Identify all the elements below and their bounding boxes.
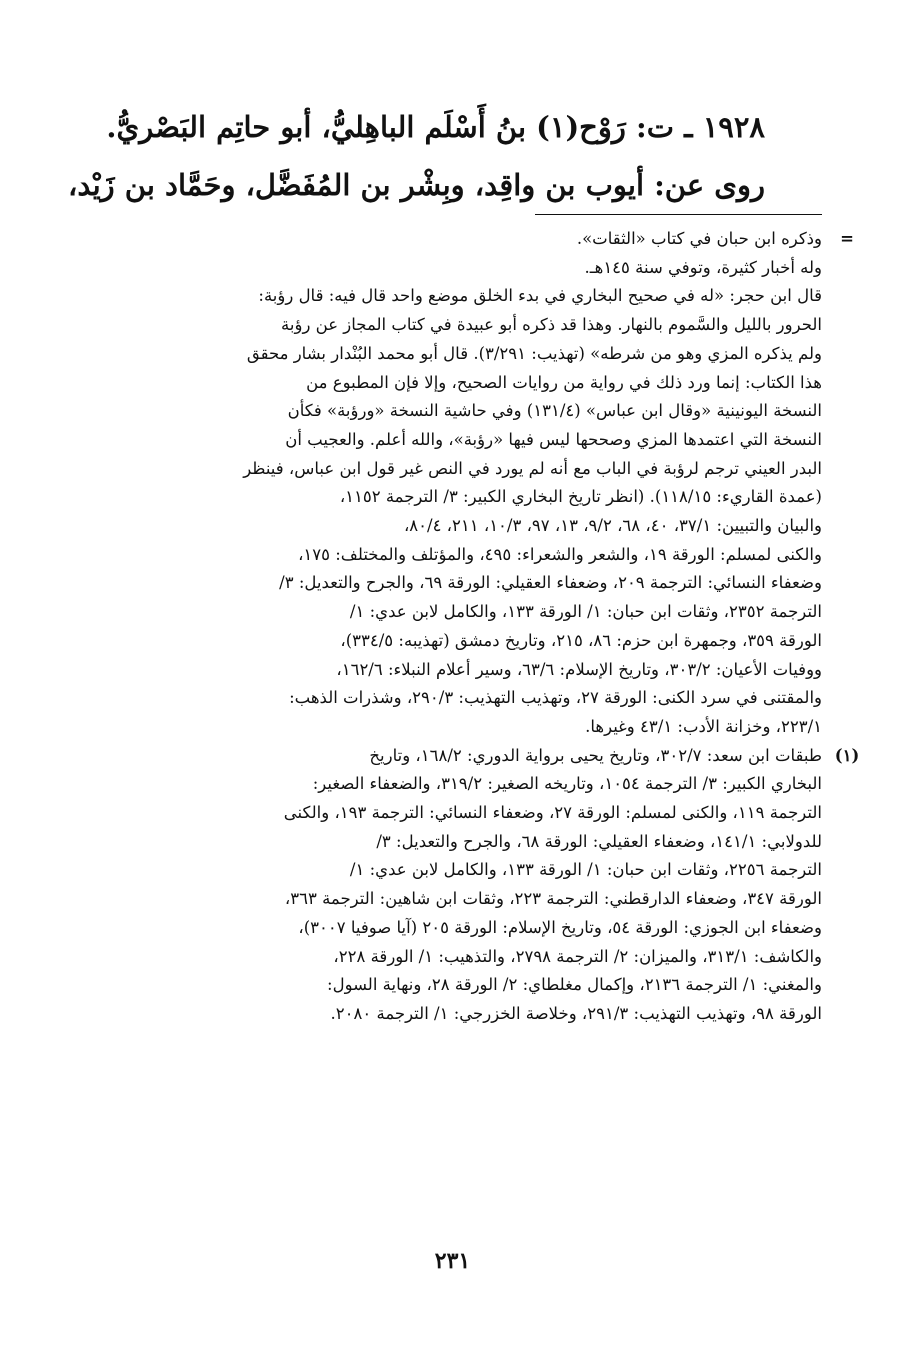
footnotes [100,225,860,1029]
footnote-line: وذكره ابن حبان في كتاب «الثقات». [576,229,822,248]
footnote-line: طبقات ابن سعد: ٣٠٢/٧، وتاريخ يحيى برواية الدوري: ١٦٨/٢، وتاريخ [369,745,822,765]
narrated-from-line: روى عن: أيوب بن واقِد، وبِشْر بن المُفَضَّل، وحَمَّاد بن زَيْد، [68,168,765,202]
footnote-line: والبيان والتبيين: ٣٧/١، ٤٠، ٦٨، ٩/٢، ١٣، ٩٧، ١٠/٣، ٢١١، ٨٠/٤، [403,516,822,536]
footnote-line: ووفيات الأعيان: ٣٠٣/٢، وتاريخ الإسلام: ٦٣/٦، وسير أعلام النبلاء: ١٦٢/٦، [336,659,822,679]
footnote-line: وضعفاء ابن الجوزي: الورقة ٥٤، وتاريخ الإسلام: الورقة ٢٠٥ (آيا صوفيا ٣٠٠٧)، [298,917,822,937]
footnote-line: قال ابن حجر: «له في صحيح البخاري في بدء الخلق موضع واحد قال فيه: قال رؤبة: [258,286,822,306]
continued-footnote [100,225,854,742]
footnote-line: (عمدة القاريء: ١١٨/١٥). (انظر تاريخ البخاري الكبير: ٣/ الترجمة ١١٥٢، [339,487,822,507]
footnote-line: الورقة ٩٨، وتهذيب التهذيب: ٢٩١/٣، وخلاصة الخزرجي: ١/ الترجمة ٢٠٨٠. [330,1003,822,1023]
footnote-line: هذا الكتاب: إنما ورد ذلك في رواية من روايات الصحيح، وإلا فإن المطبوع من [306,372,822,392]
footnote-line: والمغني: ١/ الترجمة ٢١٣٦، وإكمال مغلطاي: ٢/ الورقة ٢٨، ونهاية السول: [327,975,822,995]
footnote-line: البخاري الكبير: ٣/ الترجمة ١٠٥٤، وتاريخه الصغير: ٣١٩/٢، والضعفاء الصغير: [312,774,822,794]
footnote-line: النسخة التي اعتمدها المزي وصححها ليس فيها «رؤبة»، والله أعلم. والعجيب أن [285,429,822,449]
footnote-line: ولم يذكره المزي وهو من شرطه» (تهذيب: ٣/٢٩١). قال أبو محمد البُنْدار بشار محقق [246,343,822,363]
footnote-number: (١) [834,745,860,765]
footnote-line: الورقة ٣٥٩، وجمهرة ابن حزم: ٨٦، ٢١٥، وتاريخ دمشق (تهذيبه: ٣٣٤/٥)، [340,630,822,650]
footnote-line: والكنى لمسلم: الورقة ١٩، والشعر والشعراء: ٤٩٥، والمؤتلف والمختلف: ١٧٥، [298,544,822,564]
footnote-1 [100,742,860,1029]
footnote-line: وضعفاء النسائي: الترجمة ٢٠٩، وضعفاء العقيلي: الورقة ٦٩، والجرح والتعديل: ٣/ [279,573,822,593]
footnote-line: وله أخبار كثيرة، وتوفي سنة ١٤٥هـ. [584,257,822,277]
footnote-line: والكاشف: ٣١٣/١، والميزان: ٢/ الترجمة ٢٧٩٨، والتذهيب: ١/ الورقة ٢٢٨، [333,946,822,966]
footnote-line: والمقتنى في سرد الكنى: الورقة ٢٧، وتهذيب التهذيب: ٢٩٠/٣، وشذرات الذهب: [289,688,822,708]
continuation-marker: = [840,229,854,248]
footnote-line: الحرور بالليل والسَّموم بالنهار. وهذا قد ذكره أبو عبيدة في كتاب المجاز عن رؤبة [281,315,822,335]
footnote-line: الترجمة ١١٩، والكنى لمسلم: الورقة ٢٧، وضعفاء النسائي: الترجمة ١٩٣، والكنى [283,803,822,823]
footnote-line: البدر العيني ترجم لرؤبة في الباب مع أنه لم يورد في النص غير قول ابن عباس، فينظر [243,458,822,478]
footnote-separator [535,214,822,215]
entry-heading [68,98,765,214]
entry-title: ١٩٢٨ ـ ت: رَوْح(١) بنُ أَسْلَم الباهِليُّ، أبو حاتِم البَصْريُّ. [106,110,765,144]
footnote-line: الترجمة ٢٢٥٦، وثقات ابن حبان: ١/ الورقة ١٣٣، والكامل لابن عدي: ١/ [349,860,822,880]
footnote-line: النسخة اليونينية «وقال ابن عباس» (١٣١/٤) وفي حاشية النسخة «ورؤبة» فكأن [287,401,822,421]
footnote-line: ٢٢٣/١، وخزانة الأدب: ٤٣/١ وغيرها. [585,716,822,736]
page-number: ٢٣١ [434,1248,471,1274]
footnote-line: الترجمة ٢٣٥٢، وثقات ابن حبان: ١/ الورقة ١٣٣، والكامل لابن عدي: ١/ [349,602,822,622]
footnote-line: الورقة ٣٤٧، وضعفاء الدارقطني: الترجمة ٢٢٣، وثقات ابن شاهين: الترجمة ٣٦٣، [284,889,822,909]
footnote-line: للدولابي: ١٤١/١، وضعفاء العقيلي: الورقة ٦٨، والجرح والتعديل: ٣/ [376,831,822,851]
